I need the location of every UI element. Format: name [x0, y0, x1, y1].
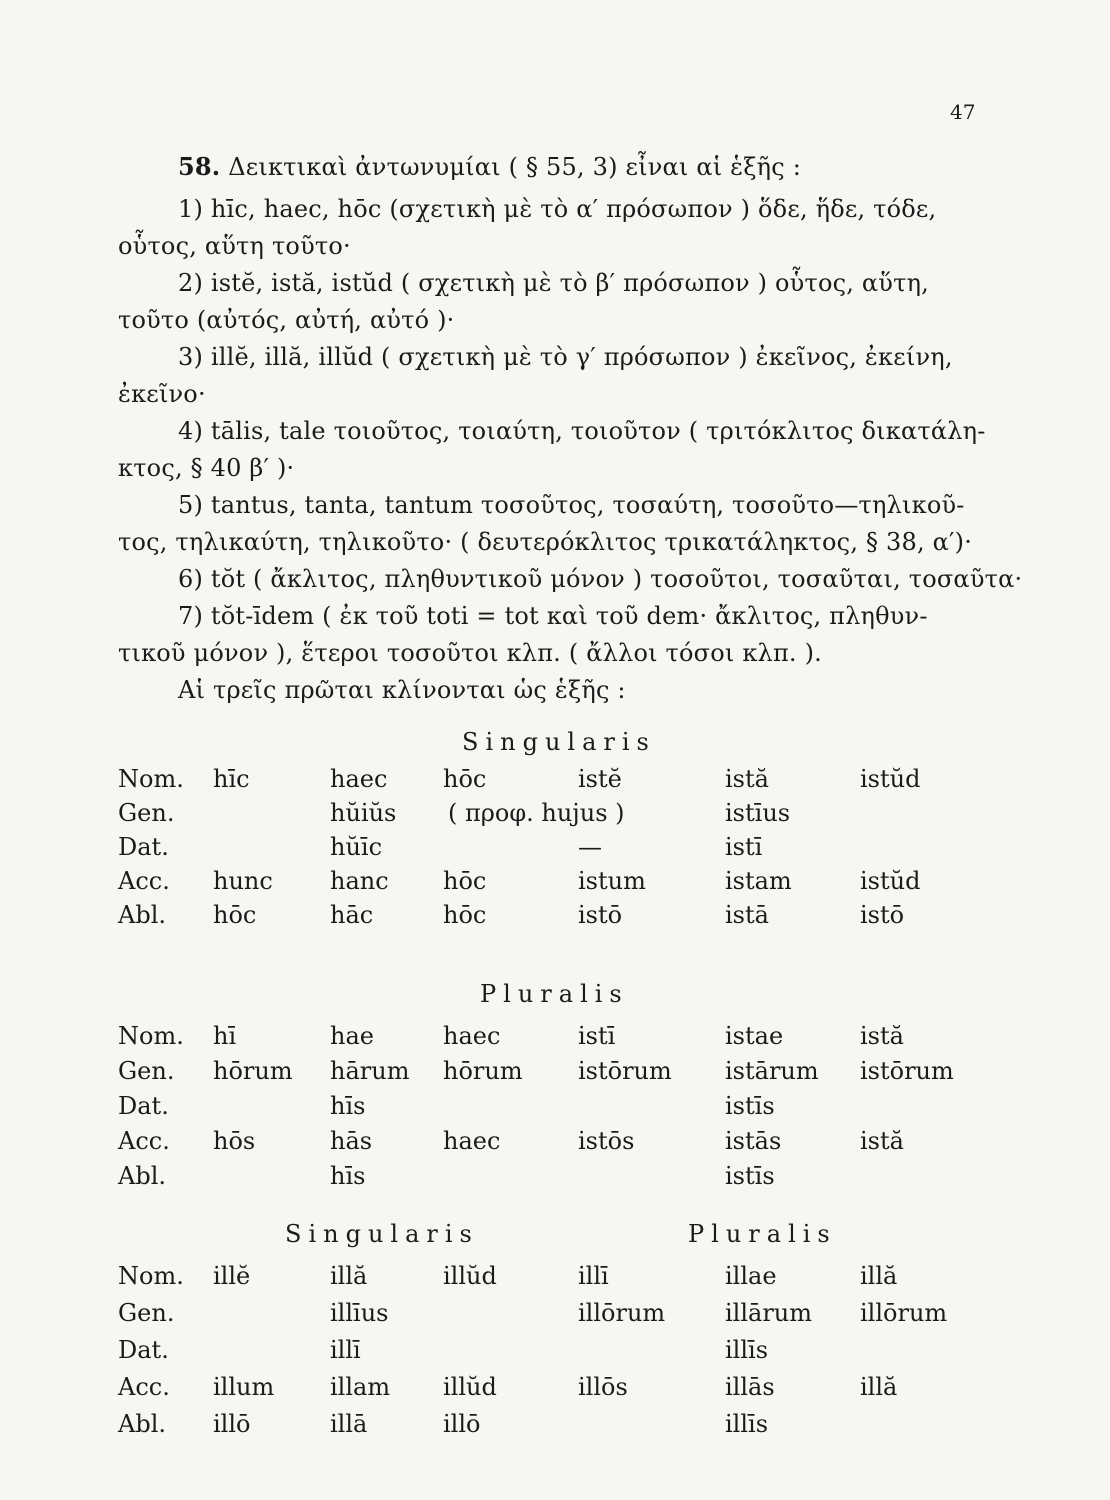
declension-form: hanc [330, 867, 389, 895]
declension-form: istīus [725, 799, 791, 827]
declension-form: hī [213, 1022, 237, 1050]
declension-form: hunc [213, 867, 273, 895]
declension-form: hīs [330, 1162, 366, 1190]
case-label: Dat. [118, 1336, 169, 1364]
declension-form: illă [330, 1262, 368, 1290]
declension-form: hōc [213, 901, 257, 929]
declension-form: haec [330, 765, 388, 793]
declension-form: istĕ [578, 765, 622, 793]
text-line: 2) istĕ, istă, istŭd ( σχετικὴ μὲ τὸ β′ πρόσωπον ) οὗτος, αὕτη, [178, 269, 929, 297]
declension-form: haec [443, 1127, 501, 1155]
declension-form: istīs [725, 1162, 775, 1190]
declension-form: istō [860, 901, 905, 929]
table-heading-singularis-ille: Singularis [285, 1220, 479, 1248]
declension-form: illī [578, 1262, 609, 1290]
declension-form: istīs [725, 1092, 775, 1120]
text-line: οὗτος, αὕτη τοῦτο· [118, 232, 351, 260]
declension-form: illōrum [860, 1299, 948, 1327]
declension-form: istō [578, 901, 623, 929]
paragraph-number: 58. [178, 152, 221, 181]
declension-form: istum [578, 867, 646, 895]
case-label: Abl. [118, 1410, 166, 1438]
declension-form: illŭd [443, 1373, 497, 1401]
table-heading-pluralis: Pluralis [480, 980, 629, 1008]
table-heading-singularis: Singularis [462, 728, 656, 756]
case-label: Nom. [118, 1022, 184, 1050]
declension-form: istŭd [860, 765, 921, 793]
declension-form: illō [213, 1410, 251, 1438]
declension-form: haec [443, 1022, 501, 1050]
case-label: Gen. [118, 1299, 175, 1327]
declension-form: hōrum [443, 1057, 523, 1085]
declension-form: illīs [725, 1410, 769, 1438]
declension-form: hŭiŭs [330, 799, 397, 827]
text-line: 3) illĕ, illă, illŭd ( σχετικὴ μὲ τὸ γ′ πρόσωπον ) ἐκεῖνος, ἐκείνη, [178, 343, 953, 371]
text-line: 6) tŏt ( ἄκλιτος, πληθυντικοῦ μόνον ) τοσοῦτοι, τοσαῦται, τοσαῦτα· [178, 565, 1023, 593]
declension-form: illĕ [213, 1262, 251, 1290]
paragraph-heading-text: Δεικτικαὶ ἀντωνυμίαι ( § 55, 3) εἶναι αἱ ἑξῆς : [220, 153, 802, 181]
case-label: Dat. [118, 833, 169, 861]
declension-form: istōs [578, 1127, 635, 1155]
declension-form: istārum [725, 1057, 819, 1085]
text-line: 4) tālis, tale τοιοῦτος, τοιαύτη, τοιοῦτον ( τριτόκλιτος δικατάλη- [178, 417, 986, 445]
declension-form: hōc [443, 765, 487, 793]
declension-form: hārum [330, 1057, 410, 1085]
declension-form: illōs [578, 1373, 628, 1401]
declension-form: illum [213, 1373, 275, 1401]
text-line: τοῦτο (αὐτός, αὐτή, αὐτό )· [118, 306, 455, 334]
declension-form: illīus [330, 1299, 389, 1327]
text-line: 7) tŏt-īdem ( ἐκ τοῦ toti = tot καὶ τοῦ dem· ἄκλιτος, πληθυν- [178, 602, 928, 630]
case-label: Gen. [118, 799, 175, 827]
declension-form: ( προφ. hujus ) [448, 799, 625, 827]
declension-form: illā [330, 1410, 368, 1438]
declension-form: illŭd [443, 1262, 497, 1290]
declension-form: istās [725, 1127, 782, 1155]
declension-form: istŭd [860, 867, 921, 895]
page-number: 47 [950, 100, 976, 124]
declension-form: hōc [443, 901, 487, 929]
declension-form: hōc [443, 867, 487, 895]
text-line: τος, τηλικαύτη, τηλικοῦτο· ( δευτερόκλιτος τρικατάληκτος, § 38, α′)· [118, 528, 973, 556]
text-line: κτος, § 40 β′ )· [118, 454, 295, 482]
declension-form: illī [330, 1336, 361, 1364]
declension-form: istă [725, 765, 769, 793]
case-label: Nom. [118, 765, 184, 793]
declension-form: hōrum [213, 1057, 293, 1085]
case-label: Acc. [118, 1373, 170, 1401]
declension-form: illīs [725, 1336, 769, 1364]
declension-form: hŭīc [330, 833, 383, 861]
declension-form: istă [860, 1022, 904, 1050]
case-label: Nom. [118, 1262, 184, 1290]
declension-form: istă [860, 1127, 904, 1155]
declension-form: illōrum [578, 1299, 666, 1327]
declension-form: hōs [213, 1127, 256, 1155]
declension-form: istae [725, 1022, 784, 1050]
case-label: Abl. [118, 1162, 166, 1190]
declension-form: illae [725, 1262, 777, 1290]
declension-form: hīs [330, 1092, 366, 1120]
declension-form: istam [725, 867, 792, 895]
declension-form: istī [725, 833, 763, 861]
declension-form: istā [725, 901, 769, 929]
declension-form: illō [443, 1410, 481, 1438]
declension-form: illās [725, 1373, 775, 1401]
table-heading-pluralis-ille: Pluralis [688, 1220, 837, 1248]
text-line: Αἱ τρεῖς πρῶται κλίνονται ὡς ἑξῆς : [178, 676, 626, 704]
declension-form: hās [330, 1127, 373, 1155]
text-line: 5) tantus, tanta, tantum τοσοῦτος, τοσαύτη, τοσοῦτο—τηλικοῦ- [178, 491, 965, 519]
case-label: Gen. [118, 1057, 175, 1085]
declension-form: illārum [725, 1299, 813, 1327]
text-line: 1) hīc, haec, hōc (σχετικὴ μὲ τὸ α′ πρόσωπον ) ὅδε, ἥδε, τόδε, [178, 195, 937, 223]
declension-form: hae [330, 1022, 374, 1050]
declension-form: — [578, 833, 602, 861]
declension-form: illam [330, 1373, 391, 1401]
case-label: Abl. [118, 901, 166, 929]
declension-form: istōrum [578, 1057, 672, 1085]
declension-form: hīc [213, 765, 250, 793]
declension-form: istī [578, 1022, 616, 1050]
declension-form: illă [860, 1373, 898, 1401]
text-line: ἐκεῖνο· [118, 380, 206, 408]
case-label: Acc. [118, 867, 170, 895]
case-label: Acc. [118, 1127, 170, 1155]
paragraph-heading [178, 152, 801, 181]
text-line: τικοῦ μόνον ), ἕτεροι τοσοῦτοι κλπ. ( ἄλλοι τόσοι κλπ. ). [118, 639, 822, 667]
declension-form: istōrum [860, 1057, 954, 1085]
declension-form: hāc [330, 901, 374, 929]
declension-form: illă [860, 1262, 898, 1290]
case-label: Dat. [118, 1092, 169, 1120]
